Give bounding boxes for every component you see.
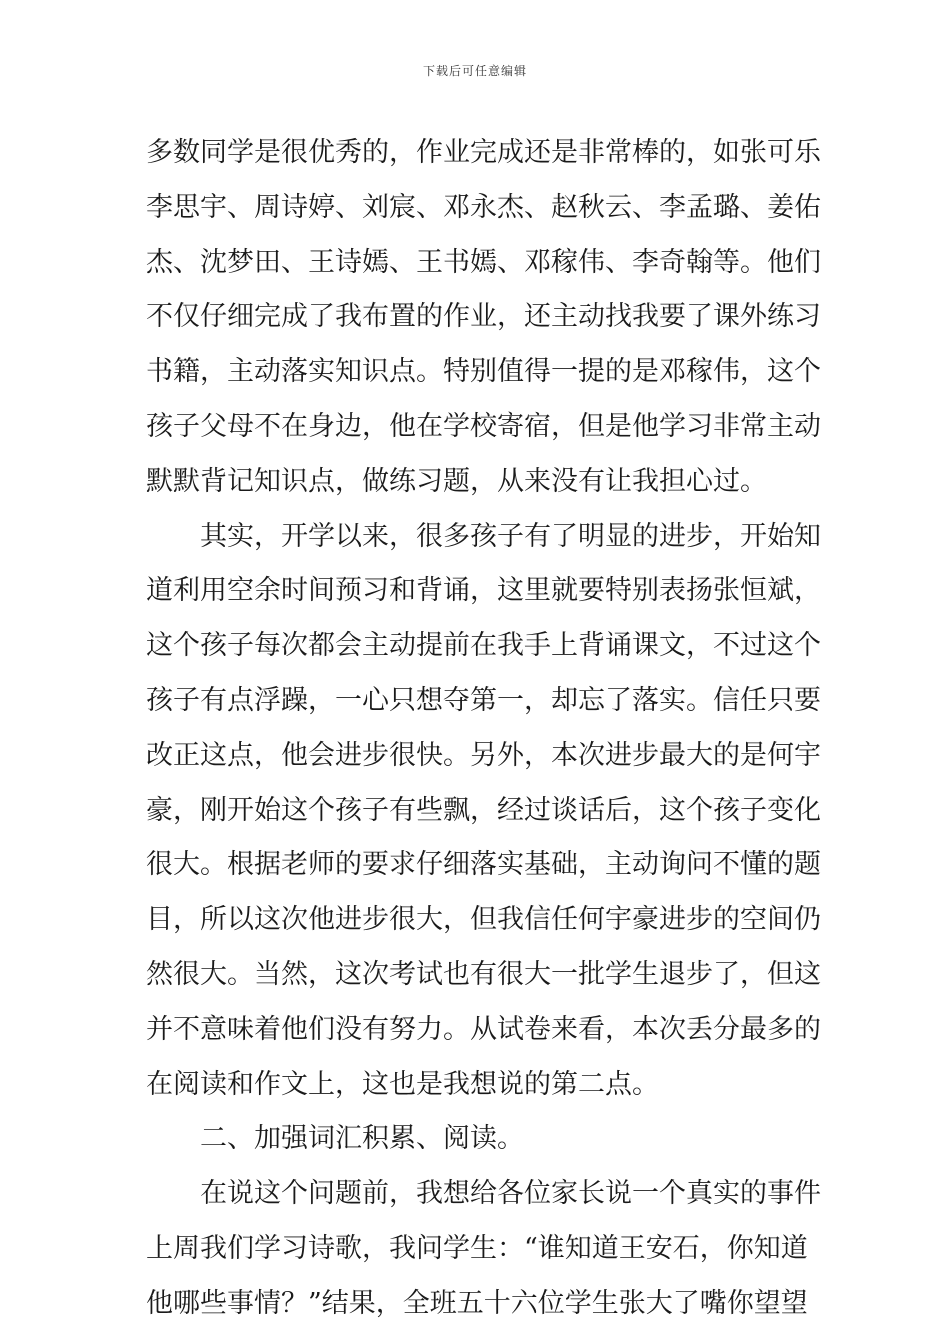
text-line: 杰、沈梦田、王诗嫣、王书嫣、邓稼伟、李奇翰等。他们 bbox=[146, 246, 821, 278]
section-heading: 二、加强词汇积累、阅读。 bbox=[200, 1123, 524, 1155]
text-line: 然很大。当然，这次考试也有很大一批学生退步了，但这 bbox=[146, 958, 821, 990]
text-line: 李思宇、周诗婷、刘宸、邓永杰、赵秋云、李孟璐、姜佑 bbox=[146, 191, 821, 223]
text-line: 豪，刚开始这个孩子有些飘，经过谈话后，这个孩子变化 bbox=[146, 794, 821, 826]
text-line: 孩子有点浮躁，一心只想夺第一，却忘了落实。信任只要 bbox=[146, 684, 821, 716]
text-line: 多数同学是很优秀的，作业完成还是非常棒的，如张可乐 bbox=[146, 137, 821, 168]
text-line: 改正这点，他会进步很快。另外，本次进步最大的是何宇 bbox=[146, 739, 821, 771]
text-line: 很大。根据老师的要求仔细落实基础，主动询问不懂的题 bbox=[146, 849, 821, 881]
text-line: 不仅仔细完成了我布置的作业，还主动找我要了课外练习 bbox=[146, 301, 821, 333]
text-line: 默默背记知识点，做练习题，从来没有让我担心过。 bbox=[146, 465, 767, 497]
text-line: 在阅读和作文上，这也是我想说的第二点。 bbox=[146, 1068, 659, 1100]
text-line: 并不意味着他们没有努力。从试卷来看，本次丢分最多的 bbox=[146, 1013, 821, 1045]
document-body bbox=[146, 126, 821, 1332]
text-line: 上周我们学习诗歌，我问学生：“谁知道王安石，你知道 bbox=[146, 1232, 808, 1264]
paragraph-start-line: 其实，开学以来，很多孩子有了明显的进步，开始知 bbox=[200, 520, 821, 552]
text-line: 他哪些事情？”结果，全班五十六位学生张大了嘴你望望 bbox=[146, 1287, 808, 1319]
text-line: 目，所以这次他进步很大，但我信任何宇豪进步的空间仍 bbox=[146, 904, 821, 936]
paragraph-start-line: 在说这个问题前，我想给各位家长说一个真实的事件 bbox=[200, 1178, 821, 1210]
page-header: 下载后可任意编辑 bbox=[422, 64, 527, 78]
text-line: 道利用空余时间预习和背诵，这里就要特别表扬张恒斌， bbox=[146, 575, 821, 607]
text-line: 书籍，主动落实知识点。特别值得一提的是邓稼伟，这个 bbox=[146, 356, 821, 388]
text-line: 这个孩子每次都会主动提前在我手上背诵课文，不过这个 bbox=[146, 630, 821, 662]
text-line: 孩子父母不在身边，他在学校寄宿，但是他学习非常主动 bbox=[146, 410, 821, 442]
